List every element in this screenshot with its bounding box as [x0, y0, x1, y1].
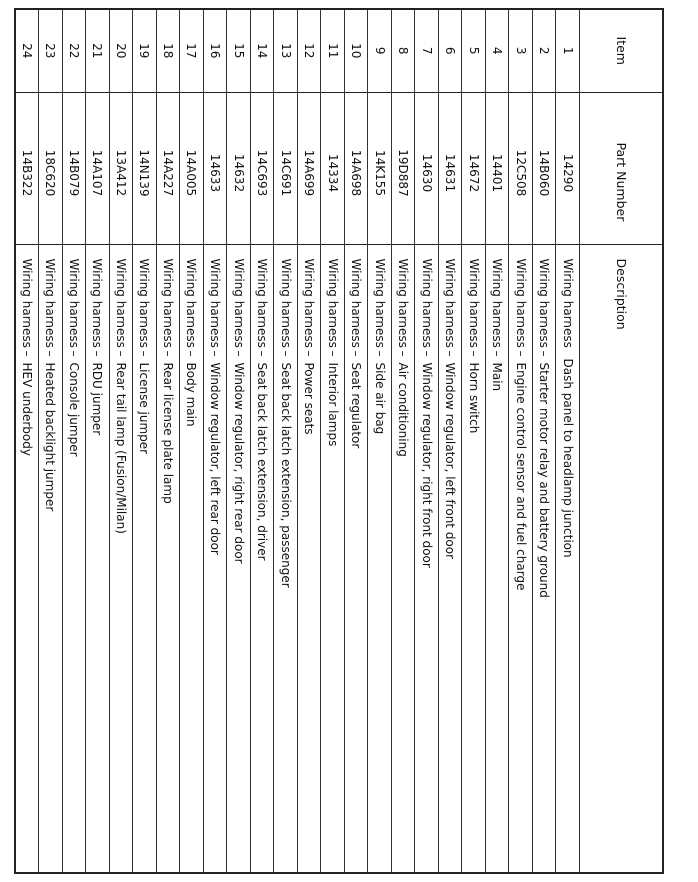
description-text: Seat regulator — [349, 362, 364, 449]
table-row — [86, 10, 110, 872]
description-dash: – — [90, 350, 105, 357]
cell-description — [203, 244, 227, 872]
cell-description — [133, 244, 157, 872]
table-row — [438, 10, 462, 872]
description-label: Wiring harness — [302, 258, 317, 348]
cell-description — [86, 244, 110, 872]
table-row — [250, 10, 274, 872]
cell-item: 12 — [297, 10, 321, 92]
description-text: Dash panel to headlamp junction — [560, 358, 575, 558]
table-row — [62, 10, 86, 872]
cell-part-number: 14631 — [438, 92, 462, 244]
description-dash: – — [160, 350, 175, 357]
description-label: Wiring harness — [184, 258, 199, 348]
description-text: Rear tail lamp (Fusion/Milan) — [113, 362, 128, 534]
description-text: Window regulator, left rear door — [208, 362, 223, 555]
description-label: Wiring harness — [466, 258, 481, 348]
description-label: Wiring harness — [278, 258, 293, 348]
description-dash: – — [255, 350, 270, 357]
table-row — [203, 10, 227, 872]
description-text: HEV underbody — [20, 362, 35, 456]
description-text: RDU jumper — [90, 362, 105, 436]
cell-description — [227, 244, 251, 872]
table-row — [368, 10, 392, 872]
cell-item: 20 — [109, 10, 133, 92]
cell-description — [485, 244, 509, 872]
table-row — [509, 10, 533, 872]
description-dash: – — [66, 350, 81, 357]
cell-part-number: 14630 — [415, 92, 439, 244]
description-dash: – — [419, 350, 434, 357]
description-dash: – — [20, 350, 35, 357]
cell-part-number: 14401 — [485, 92, 509, 244]
cell-item: 7 — [415, 10, 439, 92]
table-row — [133, 10, 157, 872]
cell-item: 15 — [227, 10, 251, 92]
table-row — [344, 10, 368, 872]
description-label: Wiring harness — [349, 258, 364, 348]
table-row — [39, 10, 63, 872]
cell-part-number: 13A412 — [109, 92, 133, 244]
table-row — [485, 10, 509, 872]
description-text: Power seats — [302, 362, 317, 435]
cell-description — [274, 244, 298, 872]
description-text: Interior lamps — [325, 362, 340, 447]
cell-part-number: 14A227 — [156, 92, 180, 244]
cell-part-number: 14B079 — [62, 92, 86, 244]
description-text: Seat back latch extension, driver — [255, 362, 270, 561]
cell-part-number: 14633 — [203, 92, 227, 244]
cell-description — [297, 244, 321, 872]
cell-part-number: 14C693 — [250, 92, 274, 244]
cell-description — [109, 244, 133, 872]
description-dash: – — [302, 350, 317, 357]
cell-part-number: 14290 — [556, 92, 580, 244]
cell-item: 2 — [532, 10, 556, 92]
cell-item: 8 — [391, 10, 415, 92]
cell-description — [556, 244, 580, 872]
cell-item: 16 — [203, 10, 227, 92]
cell-part-number: 14B322 — [16, 92, 39, 244]
description-label: Wiring harness — [66, 258, 81, 348]
header-description: Description — [580, 244, 663, 872]
cell-item: 17 — [180, 10, 204, 92]
description-label: Wiring harness — [90, 258, 105, 348]
table-row — [391, 10, 415, 872]
cell-description — [391, 244, 415, 872]
description-dash: – — [396, 350, 411, 357]
cell-description — [344, 244, 368, 872]
description-dash: – — [349, 350, 364, 357]
cell-item: 19 — [133, 10, 157, 92]
description-text: Body main — [184, 362, 199, 427]
cell-description — [532, 244, 556, 872]
parts-table-frame — [14, 8, 664, 874]
cell-part-number: 14334 — [321, 92, 345, 244]
table-row — [180, 10, 204, 872]
description-label: Wiring harness — [537, 258, 552, 348]
cell-part-number: 14632 — [227, 92, 251, 244]
description-label: Wiring harness — [208, 258, 223, 348]
table-row — [16, 10, 39, 872]
description-text: License jumper — [137, 362, 152, 455]
description-dash: – — [372, 350, 387, 357]
table-row — [321, 10, 345, 872]
description-text: Side air bag — [372, 362, 387, 435]
cell-part-number: 14A699 — [297, 92, 321, 244]
cell-description — [415, 244, 439, 872]
description-text: Console jumper — [66, 362, 81, 457]
cell-part-number: 19D887 — [391, 92, 415, 244]
description-text: Window regulator, right rear door — [231, 362, 246, 564]
description-dash: – — [466, 350, 481, 357]
cell-item: 9 — [368, 10, 392, 92]
description-dash: – — [231, 350, 246, 357]
description-text: Heated backlight jumper — [43, 362, 58, 512]
cell-part-number: 18C620 — [39, 92, 63, 244]
table-row — [532, 10, 556, 872]
description-label: Wiring harness — [160, 258, 175, 348]
table-row — [109, 10, 133, 872]
description-label: Wiring harness — [372, 258, 387, 348]
cell-item: 11 — [321, 10, 345, 92]
description-label: Wiring harness — [255, 258, 270, 348]
cell-item: 3 — [509, 10, 533, 92]
description-dash: – — [443, 350, 458, 357]
table-row — [556, 10, 580, 872]
cell-part-number: 14672 — [462, 92, 486, 244]
table-row — [274, 10, 298, 872]
description-dash: – — [208, 350, 223, 357]
description-text: Rear license plate lamp — [160, 362, 175, 504]
description-text: Window regulator, right front door — [419, 362, 434, 568]
table-row — [462, 10, 486, 872]
description-dash: – — [113, 350, 128, 357]
table-row — [156, 10, 180, 872]
table-row — [227, 10, 251, 872]
description-dash: – — [278, 350, 293, 357]
description-text: Engine control sensor and fuel charge — [513, 362, 528, 591]
cell-part-number: 14A005 — [180, 92, 204, 244]
parts-table — [16, 10, 662, 872]
description-label: Wiring harness — [325, 258, 340, 348]
description-text: Horn switch — [466, 362, 481, 434]
table-row — [297, 10, 321, 872]
description-label: Wiring harness — [231, 258, 246, 348]
cell-item: 18 — [156, 10, 180, 92]
cell-item: 13 — [274, 10, 298, 92]
cell-item: 14 — [250, 10, 274, 92]
description-label: Wiring harness — [43, 258, 58, 348]
cell-description — [156, 244, 180, 872]
cell-item: 23 — [39, 10, 63, 92]
cell-description — [180, 244, 204, 872]
description-text: Air conditioning — [396, 362, 411, 457]
cell-item: 24 — [16, 10, 39, 92]
cell-part-number: 14C691 — [274, 92, 298, 244]
description-text: Starter motor relay and battery ground — [537, 362, 552, 598]
cell-description — [16, 244, 39, 872]
cell-part-number: 14N139 — [133, 92, 157, 244]
header-part-number: Part Number — [580, 92, 663, 244]
description-label: Wiring harness — [419, 258, 434, 348]
cell-description — [462, 244, 486, 872]
cell-item: 21 — [86, 10, 110, 92]
cell-part-number: 14A698 — [344, 92, 368, 244]
description-text: Seat back latch extension, passenger — [278, 362, 293, 588]
description-dash: – — [43, 350, 58, 357]
cell-description — [39, 244, 63, 872]
description-dash: – — [137, 350, 152, 357]
cell-description — [321, 244, 345, 872]
table-row — [415, 10, 439, 872]
description-label: Wiring harness — [490, 258, 505, 348]
description-dash: – — [537, 350, 552, 357]
cell-item: 1 — [556, 10, 580, 92]
cell-item: 10 — [344, 10, 368, 92]
description-dash: – — [490, 350, 505, 357]
description-dash: – — [325, 350, 340, 357]
header-item: Item — [580, 10, 663, 92]
cell-part-number: 14K155 — [368, 92, 392, 244]
description-label: Wiring harness — [396, 258, 411, 348]
description-label: Wiring harness — [20, 258, 35, 348]
description-text: Window regulator, left front door — [443, 362, 458, 560]
cell-description — [250, 244, 274, 872]
cell-item: 5 — [462, 10, 486, 92]
description-dash: – — [513, 350, 528, 357]
cell-item: 6 — [438, 10, 462, 92]
cell-part-number: 12C508 — [509, 92, 533, 244]
cell-item: 4 — [485, 10, 509, 92]
cell-description — [62, 244, 86, 872]
cell-description — [509, 244, 533, 872]
cell-item: 22 — [62, 10, 86, 92]
description-dash: – — [184, 350, 199, 357]
cell-part-number: 14A107 — [86, 92, 110, 244]
description-label: Wiring harness — [443, 258, 458, 348]
cell-part-number: 14B060 — [532, 92, 556, 244]
description-label: Wiring harness — [137, 258, 152, 348]
description-label: Wiring harness — [560, 258, 575, 348]
description-text: Main — [490, 362, 505, 392]
cell-description — [368, 244, 392, 872]
table-body — [16, 10, 580, 872]
description-label: Wiring harness — [113, 258, 128, 348]
table-header-row — [580, 10, 663, 872]
cell-description — [438, 244, 462, 872]
description-label: Wiring harness — [513, 258, 528, 348]
